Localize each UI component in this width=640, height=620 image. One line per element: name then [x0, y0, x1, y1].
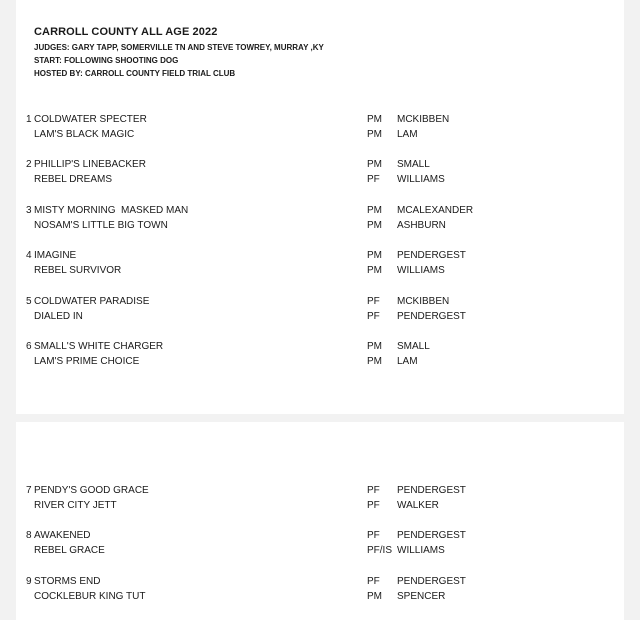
dog-sex: PM [367, 341, 382, 352]
dog-name: NOSAM'S LITTLE BIG TOWN [34, 220, 168, 231]
dog-name: IMAGINE [34, 250, 77, 261]
handler-name: MCKIBBEN [397, 114, 450, 125]
dog-sex: PM [367, 265, 382, 276]
brace-entry [16, 294, 624, 326]
handler-name: WILLIAMS [397, 265, 445, 276]
dog-name: AWAKENED [34, 530, 91, 541]
brace-entry [16, 157, 624, 189]
dog-sex: PM [367, 205, 382, 216]
brace-entry [16, 528, 624, 560]
handler-name: PENDERGEST [397, 576, 466, 587]
brace-entry [16, 203, 624, 235]
brace-entry [16, 339, 624, 371]
brace-number: 8 [26, 530, 32, 541]
brace-number: 1 [26, 114, 32, 125]
dog-sex: PF [367, 174, 380, 185]
dog-sex: PF [367, 311, 380, 322]
dog-name: REBEL SURVIVOR [34, 265, 122, 276]
dog-sex: PM [367, 159, 382, 170]
handler-name: MCALEXANDER [397, 205, 474, 216]
handler-name: LAM [397, 129, 418, 140]
handler-name: WILLIAMS [397, 545, 445, 556]
dog-name: PENDY'S GOOD GRACE [34, 485, 149, 496]
handler-name: ASHBURN [397, 220, 446, 231]
dog-sex: PF [367, 500, 380, 511]
judges-line: JUDGES: GARY TAPP, SOMERVILLE TN AND STEVE TOWREY, MURRAY ,KY [34, 43, 324, 52]
dog-name: PHILLIP'S LINEBACKER [34, 159, 146, 170]
handler-name: SMALL [397, 159, 430, 170]
dog-name: COCKLEBUR KING TUT [34, 591, 146, 602]
dog-name: SMALL'S WHITE CHARGER [34, 341, 164, 352]
dog-sex: PF [367, 485, 380, 496]
dog-name: RIVER CITY JETT [34, 500, 117, 511]
brace-number: 9 [26, 576, 32, 587]
handler-name: PENDERGEST [397, 250, 466, 261]
dog-sex: PM [367, 129, 382, 140]
handler-name: MCKIBBEN [397, 296, 450, 307]
handler-name: SMALL [397, 341, 430, 352]
hosted-line: HOSTED BY: CARROLL COUNTY FIELD TRIAL CLUB [34, 69, 236, 78]
handler-name: PENDERGEST [397, 485, 466, 496]
handler-name: PENDERGEST [397, 530, 466, 541]
brace-entry [16, 248, 624, 280]
dog-sex: PF [367, 530, 380, 541]
brace-number: 4 [26, 250, 32, 261]
dog-sex: PF [367, 296, 380, 307]
handler-name: LAM [397, 356, 418, 367]
document-page-2 [16, 422, 624, 620]
handler-name: WALKER [397, 500, 439, 511]
dog-sex: PM [367, 250, 382, 261]
brace-entry [16, 112, 624, 144]
handler-name: SPENCER [397, 591, 446, 602]
dog-sex: PM [367, 591, 382, 602]
brace-number: 7 [26, 485, 32, 496]
dog-name: MISTY MORNING MASKED MAN [34, 205, 189, 216]
document-page-1 [16, 0, 624, 414]
dog-name: LAM'S PRIME CHOICE [34, 356, 140, 367]
dog-name: DIALED IN [34, 311, 83, 322]
start-line: START: FOLLOWING SHOOTING DOG [34, 56, 179, 65]
brace-number: 6 [26, 341, 32, 352]
dog-name: STORMS END [34, 576, 101, 587]
dog-sex: PM [367, 356, 382, 367]
dog-sex: PF [367, 576, 380, 587]
dog-sex: PF/IS [367, 545, 393, 556]
brace-number: 3 [26, 205, 32, 216]
dog-name: COLDWATER PARADISE [34, 296, 150, 307]
brace-entry [16, 574, 624, 606]
handler-name: WILLIAMS [397, 174, 445, 185]
brace-entry [16, 483, 624, 515]
handler-name: PENDERGEST [397, 311, 466, 322]
dog-sex: PM [367, 114, 382, 125]
brace-number: 2 [26, 159, 32, 170]
document-header [34, 26, 324, 80]
dog-sex: PM [367, 220, 382, 231]
dog-name: COLDWATER SPECTER [34, 114, 147, 125]
dog-name: LAM'S BLACK MAGIC [34, 129, 135, 140]
page-title: CARROLL COUNTY ALL AGE 2022 [34, 26, 218, 38]
brace-number: 5 [26, 296, 32, 307]
dog-name: REBEL DREAMS [34, 174, 112, 185]
dog-name: REBEL GRACE [34, 545, 105, 556]
